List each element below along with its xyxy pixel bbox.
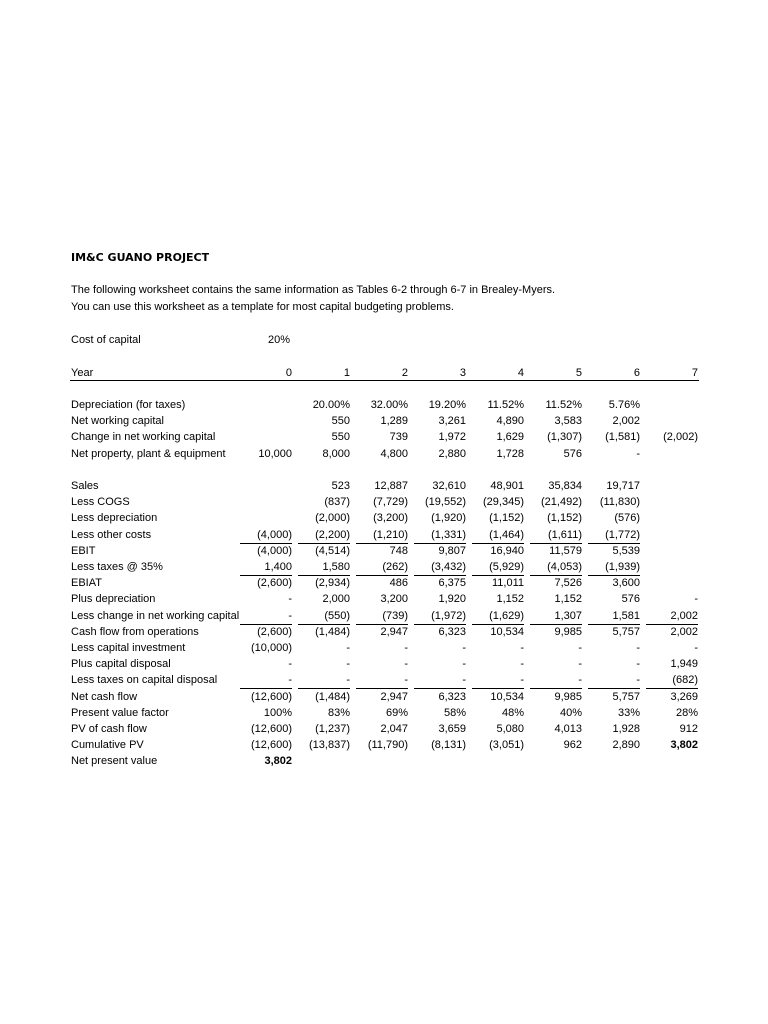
cell-year-5: 9,985 [554, 626, 582, 638]
cell-year-5: 9,985 [554, 691, 582, 703]
cell-year-1: 523 [331, 480, 350, 492]
cost-of-capital-value: 20% [267, 334, 290, 346]
cell-year-6: (1,772) [588, 527, 640, 544]
row-label: Less change in net working capital [71, 610, 240, 622]
cell-year-3: (1,972) [414, 608, 466, 625]
cell-year-6: (576) [614, 512, 640, 524]
cell-year-5: 7,526 [554, 577, 582, 589]
cell-year-7 [646, 478, 698, 494]
cell-year-0: (12,600) [251, 691, 292, 703]
cell-year-6: (11,830) [599, 496, 640, 508]
cell-year-7 [646, 527, 698, 543]
cell-year-0: - [240, 608, 292, 625]
cell-year-0: 1,400 [240, 559, 292, 576]
cell-year-6: 5,539 [612, 545, 640, 557]
cell-year-4: - [520, 642, 524, 654]
cell-year-4: 11.52% [487, 399, 524, 411]
cell-year-7: - [694, 593, 698, 605]
cell-year-3: 9,807 [438, 545, 466, 557]
cell-year-0 [240, 494, 292, 510]
cell-year-7: 7 [691, 367, 698, 379]
cell-year-4: (29,345) [483, 496, 524, 508]
cell-year-5: 40% [559, 707, 582, 719]
row-label: EBIT [71, 545, 96, 557]
row-less-other-costs [0, 527, 768, 543]
cell-year-5: 11.52% [545, 399, 582, 411]
row-label: Less COGS [71, 496, 130, 508]
cell-year-0: 10,000 [258, 448, 292, 460]
cell-year-0: - [288, 593, 292, 605]
row-net-property-plant-equipment [0, 446, 768, 462]
cell-year-2: 32.00% [370, 399, 408, 411]
cell-year-0: (2,600) [257, 577, 292, 589]
cell-year-4: (1,629) [472, 608, 524, 625]
cell-year-1 [298, 753, 350, 769]
row-label: EBIAT [71, 577, 102, 589]
row-cash-flow-from-operations [0, 624, 768, 640]
cell-year-6: - [636, 642, 640, 654]
cell-year-2: 4,800 [380, 448, 408, 460]
cell-year-6: 33% [617, 707, 640, 719]
cell-year-4: 1,629 [496, 431, 524, 443]
cell-year-4: - [472, 672, 524, 689]
row-sales [0, 478, 768, 494]
cell-year-7: 1,949 [670, 658, 698, 670]
cell-year-6: 2,002 [612, 415, 640, 427]
cell-year-0: (10,000) [251, 642, 292, 654]
cell-year-3: 19.20% [428, 399, 466, 411]
cell-year-7 [646, 559, 698, 575]
cell-year-0 [240, 429, 292, 445]
cell-year-1: 1,580 [298, 559, 350, 576]
cell-year-4: 4,890 [496, 415, 524, 427]
cell-year-7 [646, 543, 698, 559]
cell-year-6 [588, 753, 640, 769]
cell-year-7 [646, 494, 698, 510]
cell-year-6: 1,928 [612, 723, 640, 735]
intro-line-2: You can use this worksheet as a template for most capital budgeting problems. [71, 301, 454, 313]
cell-year-5: - [578, 642, 582, 654]
cell-year-2: 486 [389, 577, 408, 589]
cell-year-2: 69% [385, 707, 408, 719]
cell-year-2: 1,289 [380, 415, 408, 427]
cell-year-6: 5,757 [612, 691, 640, 703]
cell-year-5 [530, 753, 582, 769]
cell-year-7: 2,002 [646, 608, 698, 625]
cell-year-3: (8,131) [431, 739, 466, 751]
row-label: Change in net working capital [71, 431, 216, 443]
cell-year-1: (1,237) [315, 723, 350, 735]
cell-year-6: 576 [621, 593, 640, 605]
row-label: Less capital investment [71, 642, 186, 654]
cell-year-1: (550) [298, 608, 350, 625]
cell-year-6: (1,581) [605, 431, 640, 443]
cell-year-2: (3,200) [373, 512, 408, 524]
cell-year-5: - [578, 658, 582, 670]
row-change-in-net-working-capital [0, 429, 768, 445]
cell-year-7 [646, 575, 698, 591]
cell-year-1: 83% [327, 707, 350, 719]
cell-year-7 [646, 446, 698, 462]
cell-year-4: 4 [517, 367, 524, 379]
cell-year-5: 11,579 [549, 545, 582, 557]
row-less-taxes-35 [0, 559, 768, 575]
cell-year-1: - [298, 672, 350, 689]
row-ebiat [0, 575, 768, 591]
cell-year-5: 4,013 [554, 723, 582, 735]
cell-year-1: (2,934) [315, 577, 350, 589]
cell-year-2: (1,210) [356, 527, 408, 544]
row-label: Present value factor [71, 707, 169, 719]
row-less-change-in-net-working-capital [0, 608, 768, 624]
cell-year-7 [646, 413, 698, 429]
cell-year-0: (12,600) [251, 723, 292, 735]
row-year [0, 365, 768, 381]
cell-year-0: (4,000) [257, 545, 292, 557]
year-divider [70, 380, 699, 381]
cell-year-3: 1,920 [438, 593, 466, 605]
cell-year-1: - [346, 642, 350, 654]
cell-year-5: 576 [563, 448, 582, 460]
cell-year-0: - [240, 672, 292, 689]
cell-year-4: 5,080 [496, 723, 524, 735]
cell-year-1: 550 [331, 415, 350, 427]
cell-year-3: 3,261 [438, 415, 466, 427]
cell-year-4: (1,464) [472, 527, 524, 544]
row-ebit [0, 543, 768, 559]
row-net-cash-flow [0, 689, 768, 705]
cell-year-6: (1,939) [588, 559, 640, 576]
cell-year-1: (1,484) [315, 691, 350, 703]
cell-year-3: 58% [443, 707, 466, 719]
cell-year-1: (4,514) [315, 545, 350, 557]
cell-year-2: (11,790) [367, 739, 408, 751]
cell-year-2: 2 [401, 367, 408, 379]
cell-year-2: (739) [356, 608, 408, 625]
row-label: Net property, plant & equipment [71, 448, 226, 460]
cell-year-4: 10,534 [490, 626, 524, 638]
cell-year-4: 1,728 [496, 448, 524, 460]
row-label: Net cash flow [71, 691, 138, 703]
row-net-present-value [0, 753, 768, 769]
cell-year-2: 2,947 [380, 626, 408, 638]
cell-year-3: - [414, 672, 466, 689]
cell-year-2 [356, 753, 408, 769]
cell-year-5: 3,583 [554, 415, 582, 427]
cell-year-6: 5,757 [612, 626, 640, 638]
cell-year-1: - [346, 658, 350, 670]
cell-year-0: (4,000) [240, 527, 292, 544]
cell-year-4: (1,152) [489, 512, 524, 524]
cell-year-5: (1,611) [530, 527, 582, 544]
cell-year-5: (1,152) [547, 512, 582, 524]
row-label: Plus capital disposal [71, 658, 171, 670]
cell-year-2: 12,887 [374, 480, 408, 492]
cell-year-3: (1,920) [431, 512, 466, 524]
cell-year-7: 912 [679, 723, 698, 735]
cell-year-3: (1,331) [414, 527, 466, 544]
row-label: Year [71, 367, 94, 379]
row-less-capital-investment [0, 640, 768, 656]
cell-year-6: - [636, 448, 640, 460]
cell-year-2: - [404, 642, 408, 654]
cell-year-1: 20.00% [312, 399, 350, 411]
row-pv-of-cash-flow [0, 721, 768, 737]
cell-year-4 [472, 753, 524, 769]
cell-year-3: - [462, 658, 466, 670]
cell-year-4: 16,940 [490, 545, 524, 557]
cell-year-0 [240, 413, 292, 429]
cell-year-7 [646, 753, 698, 769]
row-present-value-factor [0, 705, 768, 721]
cell-year-2: - [404, 658, 408, 670]
cell-year-5: 1,307 [530, 608, 582, 625]
cell-year-0: 3,802 [264, 755, 292, 767]
row-less-depreciation [0, 510, 768, 526]
cell-year-5: (1,307) [547, 431, 582, 443]
cell-year-4: 10,534 [490, 691, 524, 703]
row-label: Sales [71, 480, 99, 492]
cell-year-6: 6 [633, 367, 640, 379]
cell-year-1: (837) [324, 496, 350, 508]
cell-year-6: 19,717 [606, 480, 640, 492]
cell-year-2: 3,200 [380, 593, 408, 605]
cell-year-1: 2,000 [322, 593, 350, 605]
cell-year-0 [240, 478, 292, 494]
row-less-cogs [0, 494, 768, 510]
cell-year-2: - [356, 672, 408, 689]
cell-year-6: 2,890 [612, 739, 640, 751]
cell-year-2: 2,947 [380, 691, 408, 703]
cell-year-2: 748 [389, 545, 408, 557]
cell-year-3: (19,552) [425, 496, 466, 508]
cell-year-3: 6,323 [438, 626, 466, 638]
row-net-working-capital [0, 413, 768, 429]
cell-year-6: 5.76% [608, 399, 640, 411]
cell-year-3: 2,880 [438, 448, 466, 460]
cell-year-2: (7,729) [373, 496, 408, 508]
cell-year-7 [646, 397, 698, 413]
cell-year-1: (13,837) [309, 739, 350, 751]
cell-year-5: (4,053) [530, 559, 582, 576]
cell-year-3: (3,432) [414, 559, 466, 576]
row-label: Less taxes on capital disposal [71, 674, 218, 686]
cell-year-7 [646, 510, 698, 526]
row-label: Plus depreciation [71, 593, 156, 605]
cell-year-6: - [636, 658, 640, 670]
row-label: Cash flow from operations [71, 626, 199, 638]
cell-year-4: 48,901 [490, 480, 524, 492]
cell-year-6: 1,581 [588, 608, 640, 625]
cell-year-3: 3 [459, 367, 466, 379]
cell-year-4: (3,051) [489, 739, 524, 751]
cell-year-7: 28% [675, 707, 698, 719]
cell-year-4: - [520, 658, 524, 670]
cost-of-capital-row [0, 332, 768, 348]
cell-year-3: 3,659 [438, 723, 466, 735]
cell-year-0: 0 [285, 367, 292, 379]
cell-year-0 [240, 510, 292, 526]
cell-year-5: (21,492) [541, 496, 582, 508]
cell-year-7: (2,002) [663, 431, 698, 443]
row-label: Net working capital [71, 415, 164, 427]
cell-year-7: 3,802 [670, 739, 698, 751]
cell-year-4: 48% [501, 707, 524, 719]
cell-year-2: 739 [389, 431, 408, 443]
cell-year-7: 2,002 [670, 626, 698, 638]
row-label: Less depreciation [71, 512, 158, 524]
row-less-taxes-on-capital-disposal [0, 672, 768, 688]
cell-year-0: 100% [263, 707, 292, 719]
cell-year-1: (1,484) [315, 626, 350, 638]
cell-year-7: - [694, 642, 698, 654]
cell-year-5: 1,152 [554, 593, 582, 605]
cell-year-5: - [530, 672, 582, 689]
cell-year-5: 5 [575, 367, 582, 379]
row-plus-depreciation [0, 591, 768, 607]
cell-year-3: 32,610 [432, 480, 466, 492]
cell-year-5: 35,834 [548, 480, 582, 492]
cell-year-4: 1,152 [496, 593, 524, 605]
cell-year-1: 1 [343, 367, 350, 379]
row-label: PV of cash flow [71, 723, 147, 735]
row-cumulative-pv [0, 737, 768, 753]
cell-year-0: (2,600) [257, 626, 292, 638]
row-label: Less other costs [71, 529, 152, 541]
cell-year-7: (682) [646, 672, 698, 689]
cell-year-6: - [588, 672, 640, 689]
cell-year-0 [240, 397, 292, 413]
cell-year-3: 1,972 [438, 431, 466, 443]
cell-year-1: 550 [331, 431, 350, 443]
cell-year-6: 3,600 [612, 577, 640, 589]
cell-year-5: 962 [563, 739, 582, 751]
page-title: IM&C GUANO PROJECT [71, 251, 210, 264]
cell-year-7: 3,269 [670, 691, 698, 703]
cell-year-3 [414, 753, 466, 769]
cell-year-2: (262) [356, 559, 408, 576]
row-label: Cumulative PV [71, 739, 144, 751]
cell-year-2: 2,047 [380, 723, 408, 735]
row-plus-capital-disposal [0, 656, 768, 672]
cell-year-0: - [288, 658, 292, 670]
cell-year-4: 11,011 [491, 577, 524, 589]
row-label: Less taxes @ 35% [71, 561, 163, 573]
cost-of-capital-label: Cost of capital [71, 334, 141, 346]
row-depreciation-for-taxes [0, 397, 768, 413]
cell-year-1: (2,200) [298, 527, 350, 544]
row-label: Depreciation (for taxes) [71, 399, 186, 411]
cell-year-3: 6,323 [438, 691, 466, 703]
row-label: Net present value [71, 755, 158, 767]
cell-year-4: (5,929) [472, 559, 524, 576]
cell-year-1: (2,000) [315, 512, 350, 524]
cell-year-1: 8,000 [322, 448, 350, 460]
cell-year-3: - [462, 642, 466, 654]
cell-year-0: (12,600) [251, 739, 292, 751]
intro-line-1: The following worksheet contains the same information as Tables 6-2 through 6-7 in Brealey-Myers. [71, 284, 556, 296]
cell-year-3: 6,375 [438, 577, 466, 589]
